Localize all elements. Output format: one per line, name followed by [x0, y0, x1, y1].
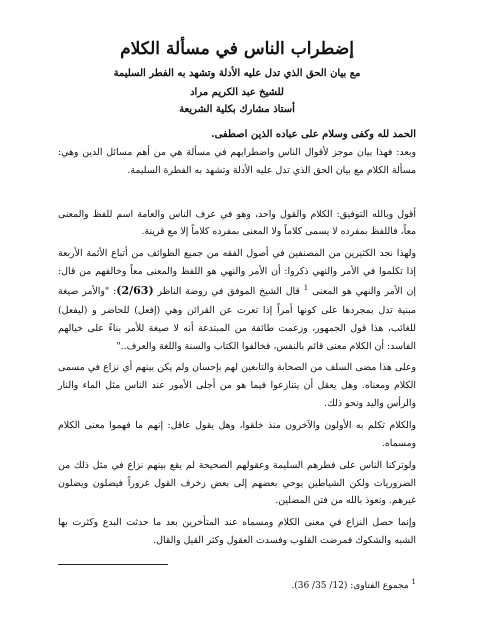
opening-line: الحمد لله وكفى وسلام على عباده الذين اصطفى.	[211, 128, 416, 140]
footnote-marker[interactable]: 1	[303, 283, 309, 292]
paragraph-3: وعلى هذا مضى السلف من الصحابة والتابعين لهم بإحسان ولم يكن بينهم أي نزاع في مسمى الكلام ومعناه. وهل يعقل أن يتنازعوا فيما هو من أجلى الأمور عند الناس مثل الماء والنار والرأس واليد ونحو ذلك.	[58, 362, 416, 410]
footnote	[58, 578, 416, 591]
citation-reference: (2/63)	[116, 283, 154, 297]
document-subtitle: مع بيان الحق الذي تدل عليه الأدلة وتشهد به الفطر السليمة	[113, 67, 361, 79]
paragraph-2-part-b: قال الشيخ الموفق في روضة الناظر	[157, 285, 300, 297]
paragraph-5: ولوتركنا الناس على فطرهم السليمة وعقولهم الصحيحة لم يقع بينهم نزاع في مثل ذلك من الضروريات ولكن الشياطين يوحي بعضهم إلى بعض زخرف القول غروراً فيضلون ويضلون غيرهم. ونعوذ بالله من فتن المضلين.	[58, 459, 416, 507]
paragraph-2-part-a: ولهذا نجد الكثيرين من المصنفين في أصول الفقه من جميع الطوائف من أتباع الأئمة الأربعة إذا تكلموا في الأمر والنهي ذكروا: أن الأمر والنهي هو اللفظ والمعنى معاً وخالفهم من قال: إن الأمر والنهي هو المعنى	[58, 248, 417, 297]
footnote-text: مجموع الفتاوى: (12/ 35/ 36).	[291, 581, 409, 591]
paragraph-1: أقول وبالله التوفيق: الكلام والقول واحد، وهو في عرف الناس والعامة اسم للفظ والمعنى معاً، فاللفظ بمفرده لا يسمى كلاماً ولا المعنى بمفرده كلاماً إلا مع قرينة.	[58, 208, 416, 238]
paragraph-4: والكلام تكلم به الأولون والآخرون منذ خلقوا، وهل يقول عاقل: إنهم ما فهموا معنى الكلام ومسماه.	[58, 420, 416, 449]
document-title: إضطراب الناس في مسألة الكلام	[120, 39, 354, 59]
footnote-divider	[58, 564, 168, 565]
author-position: أستاذ مشارك بكلية الشريعة	[179, 103, 295, 115]
paragraph-2-part-c: : "والأمر صيغة مبنية تدل بمجردها على كونها أمراً إذا تعرت عن القرائن وهي (إفعل) للحاضر و (ليفعل) للغائب، هذا قول الجمهور، وزعمت طائفة من المبتدعة أنه لا صيغة للأمر بناءً على خيالهم الفاسد: أن الكلام معنى قائم بالنفس، فخالفوا الكتاب والسنة واللغة والعرف.."	[58, 285, 416, 352]
footnote-number: 1	[411, 578, 416, 586]
paragraph-2	[58, 245, 416, 355]
intro-paragraph: وبعد: فهذا بيان موجز لأقوال الناس واضطرابهم في مسألة هي من أهم مسائل الدين وهي: مسألة الكلام مع بيان الحق الذي تدل عليه الأدلة وتشهد به الفطرة السليمة.	[58, 146, 416, 176]
author-name: للشيخ عبد الكريم مراد	[190, 86, 284, 98]
paragraph-6: وإنما حصل النزاع في معنى الكلام ومسماه عند المتأخرين بعد ما حدثت البدع وكثرت بها الشبه والشكوك فمرضت القلوب وفسدت العقول وكثر القيل والقال.	[58, 517, 416, 547]
